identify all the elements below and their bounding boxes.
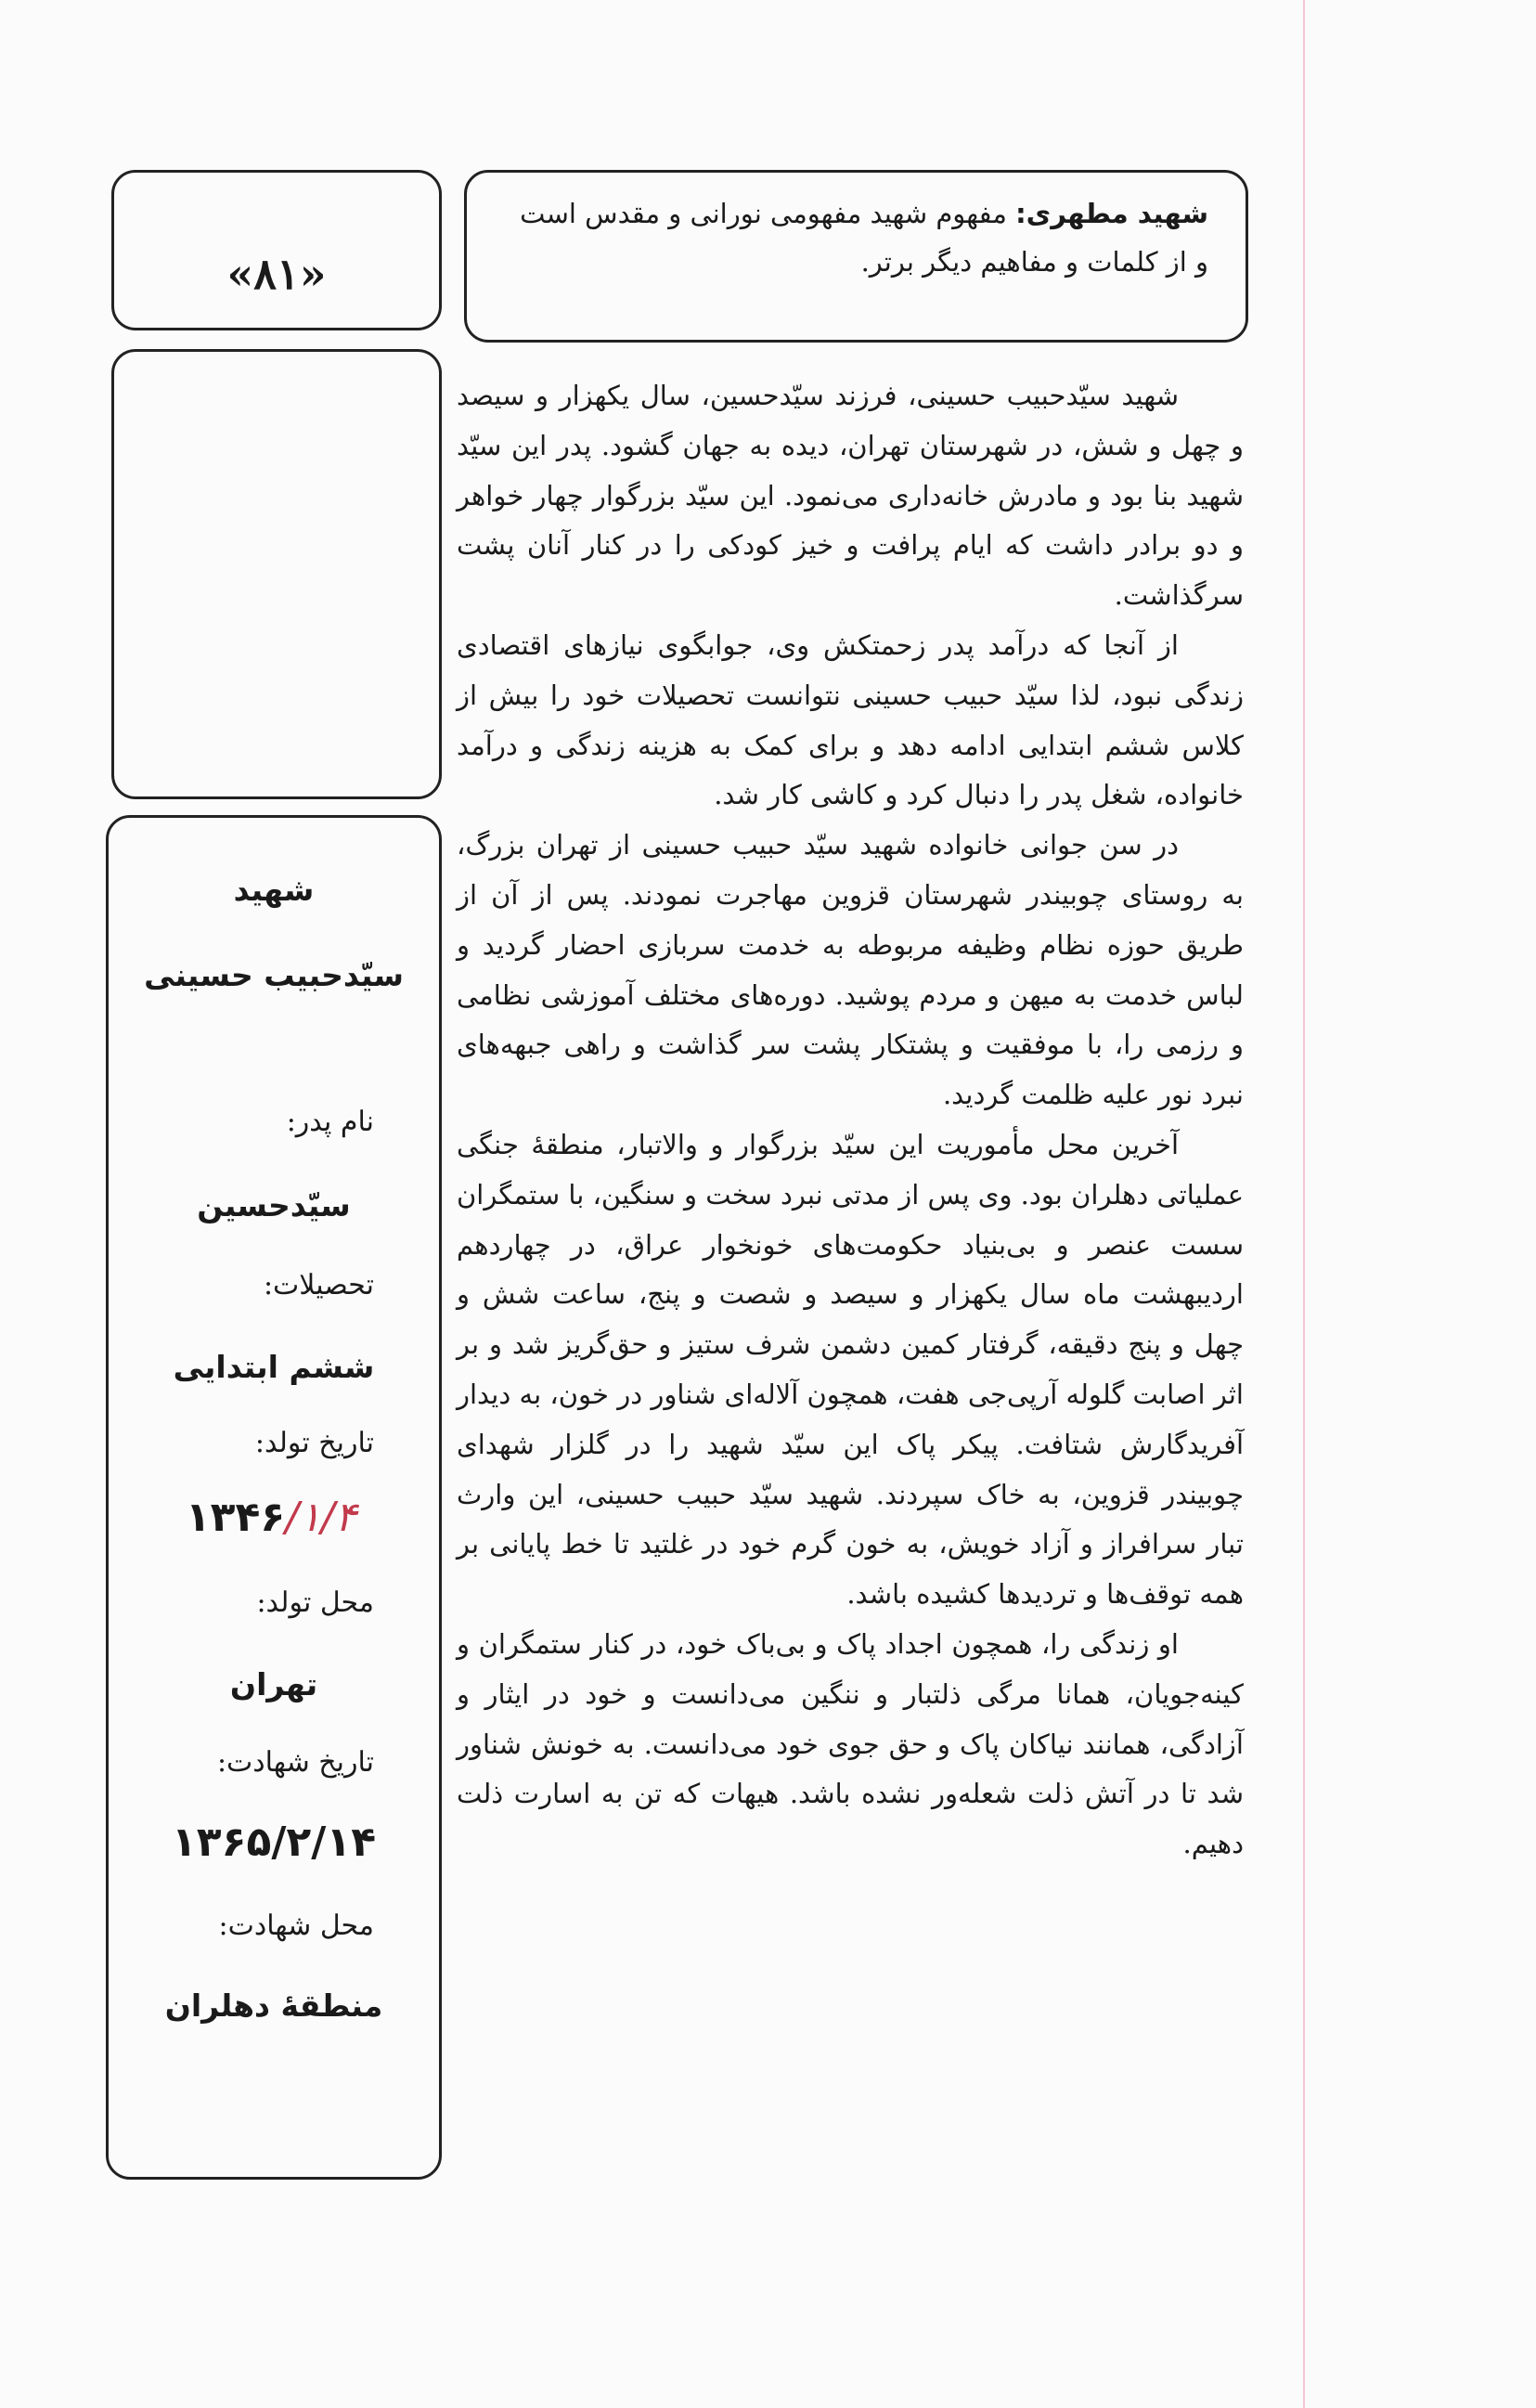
father-label: نام پدر: xyxy=(286,1106,374,1138)
biography xyxy=(457,371,1244,1870)
quote-box xyxy=(464,170,1248,343)
martyr-info-box xyxy=(106,815,442,2180)
birth-date-label: تاریخ تولد: xyxy=(254,1427,374,1459)
photo-placeholder xyxy=(111,349,442,799)
father-value: سیّدحسین xyxy=(197,1187,351,1223)
martyr-name: سیّدحبیب حسینی xyxy=(144,957,404,993)
page-number-box xyxy=(111,170,442,330)
biography-paragraph: او زندگی را، همچون اجداد پاک و بی‌باک خود، در کنار ستمگران و کینه‌جویان، همانا مرگی ذلتبار و ننگین می‌دانست و خود در ایثار و آزادگی، همانند نیاکان پاک و حق جوی خود می‌دانست. به خونش شناور شد تا در آتش ذلت شعله‌ور نشده باشد. هیهات که تن به اسارت ذلت دهیم. xyxy=(457,1627,1244,1860)
biography-paragraph: شهید سیّدحبیب حسینی، فرزند سیّدحسین، سال یکهزار و سیصد و چهل و شش، در شهرستان تهران، دیده به جهان گشود. پدر این سیّد شهید بنا بود و مادرش خانه‌داری می‌نمود. این سیّد بزرگوار چهار خواهر و دو برادر داشت که ایام پرافت و خیز کودکی را در کنار آنان پشت سرگذاشت. xyxy=(457,380,1244,612)
birth-date xyxy=(109,1494,439,1541)
biography-paragraph: آخرین محل مأموریت این سیّد بزرگوار و والاتبار، منطقهٔ جنگی عملیاتی دهلران بود. وی پس از مدتی نبرد سخت و سنگین، با ستمگران سست عنصر و بی‌بنیاد حکومت‌های خونخوار عراق، در چهاردهم اردیبهشت ماه سال یکهزار و سیصد و شصت و پنج، ساعت شش و چهل و پنج دقیقه، گرفتار کمین دشمن شرف ستیز و حق‌گریز شد و بر اثر اصابت گلوله آرپی‌جی هفت، همچون آلاله‌ای شناور در خون، به دیدار آفریدگارش شتافت. پیکر پاک این سیّد شهید را در گلزار شهدای چوبیندر قزوین، به خاک سپردند. شهید سیّد حبیب حسینی، این وارث تبار سرافراز و آزاد خویش، به خون گرم خود در غلتید تا خط پایانی بر همه توقف‌ها و تردیدها کشیده باشد. xyxy=(457,1128,1244,1611)
quote-text: مفهوم شهید مفهومی نورانی و مقدس است و از کلمات و مفاهیم دیگر برتر. xyxy=(520,198,1208,278)
quote xyxy=(504,189,1208,286)
birth-date-handwritten: /۱/۴ xyxy=(285,1494,357,1541)
biography-paragraph: در سن جوانی خانواده شهید سیّد حبیب حسینی از تهران بزرگ، به روستای چوبیندر شهرستان قزوین مهاجرت نمودند. پس از آن از طریق حوزه نظام وظیفه مربوطه به خدمت سربازی احضار گردید و لباس خدمت به میهن و مردم پوشید. دوره‌های مختلف آموزشی نظامی و رزمی را، با موفقیت و پشتکار پشت سر گذاشت و راهی جبهه‌های نبرد نور علیه ظلمت گردید. xyxy=(457,829,1244,1111)
education-label: تحصیلات: xyxy=(263,1269,374,1301)
biography-paragraph: از آنجا که درآمد پدر زحمتکش وی، جوابگوی نیازهای اقتصادی زندگی نبود، لذا سیّد حبیب حسینی نتوانست تحصیلات خود را بیش از کلاس ششم ابتدایی ادامه دهد و برای کمک به هزینه زندگی و درآمد خانواده، شغل پدر را دنبال کرد و کاشی کار شد. xyxy=(457,628,1244,811)
page-margin-line xyxy=(1303,0,1305,2408)
martyrdom-date-value: ۱۳۶۵/۲/۱۴ xyxy=(171,1819,377,1866)
birth-place-value: تهران xyxy=(229,1666,318,1702)
page-number: «۸۱» xyxy=(226,249,327,299)
martyrdom-place-value: منطقهٔ دهلران xyxy=(164,1987,383,2024)
birth-date-value: ۱۳۴۶ xyxy=(185,1494,286,1541)
martyrdom-date-label: تاریخ شهادت: xyxy=(216,1746,374,1779)
martyrdom-place-label: محل شهادت: xyxy=(218,1910,374,1942)
martyr-title: شهید xyxy=(233,872,315,908)
birth-place-label: محل تولد: xyxy=(256,1586,374,1619)
quote-author: شهید مطهری: xyxy=(1015,198,1208,229)
education-value: ششم ابتدایی xyxy=(173,1349,375,1385)
